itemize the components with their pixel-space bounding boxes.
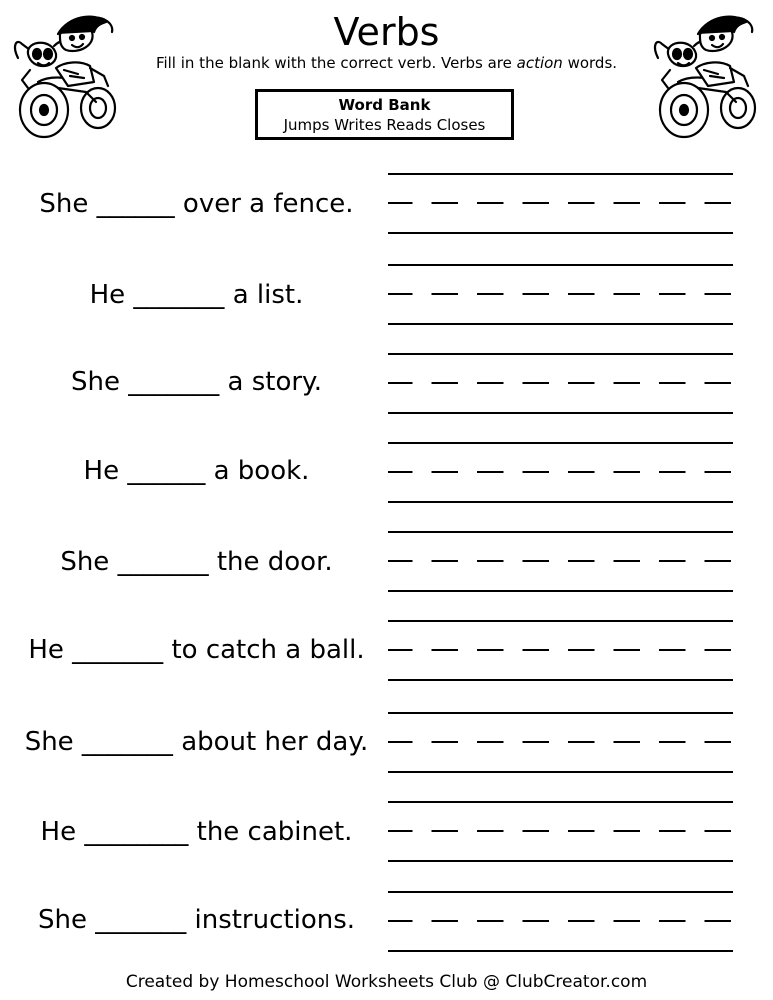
answer-writing-lines[interactable] [388,173,733,235]
sentence-2: He _______ a list. [89,280,304,310]
answer-writing-lines[interactable] [388,801,733,863]
instructions-text-start: Fill in the blank with the correct verb. Verbs are [155,54,517,72]
sentence-7: She _______ about her day. [24,727,369,757]
cartoon-characters-riding-icon [8,10,123,140]
cartoon-characters-riding-icon [648,10,763,140]
answer-writing-lines[interactable] [388,891,733,953]
sentence-1: She ______ over a fence. [39,189,354,219]
instructions-text-end: words. [562,54,618,72]
sentence-3: She _______ a story. [71,367,322,397]
sentence-5: She _______ the door. [60,547,333,577]
footer-credit: Created by Homeschool Worksheets Club @ ClubCreator.com [125,972,648,992]
answer-writing-lines[interactable] [388,442,733,504]
answer-writing-lines[interactable] [388,264,733,326]
sentence-6: He _______ to catch a ball. [28,635,365,665]
answer-writing-lines[interactable] [388,531,733,593]
sentence-8: He ________ the cabinet. [40,817,353,847]
sentence-9: She _______ instructions. [37,905,356,935]
instructions-emphasis: action [516,54,563,72]
word-bank [255,89,514,140]
word-bank-words: Jumps Writes Reads Closes [283,116,486,134]
page-title: Verbs [333,10,440,54]
sentence-4: He ______ a book. [83,456,310,486]
answer-writing-lines[interactable] [388,620,733,682]
word-bank-title: Word Bank [338,96,431,114]
answer-writing-lines[interactable] [388,353,733,415]
answer-writing-lines[interactable] [388,712,733,774]
